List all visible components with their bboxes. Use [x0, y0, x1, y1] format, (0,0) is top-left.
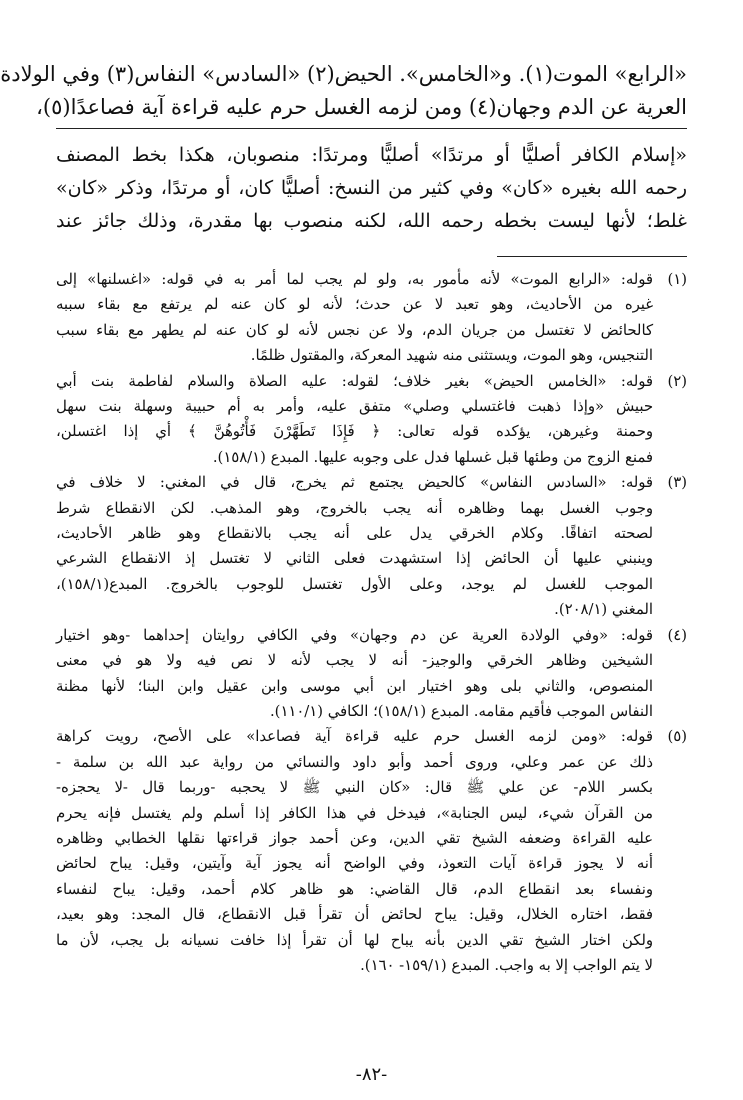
footnote-line: وينبني عليها أن الحائض إذا استشهدت فعلى الثاني لا تغتسل إذ الانقطاع الشرعي — [56, 550, 653, 568]
main-text-block — [0, 58, 687, 129]
main-text-line: العرية عن الدم وجهان(٤) ومن لزمه الغسل حرم عليه قراءة آية فصاعدًا(٥)، — [36, 95, 687, 119]
footnote-line: غيره من الأحاديث، وهو تعبد لا عن حدث؛ لأنه لو كان عنه لم يرتفع مع بقاء سببه — [56, 296, 653, 314]
footnote-line: أنه لا يجوز قراءة آيات التعوذ، وفي الواضح أنه يجوز آية وآيتين، وقيل: يباح لحائض — [56, 855, 653, 873]
commentary-block — [56, 139, 687, 238]
footnote-line: ولكن اختار الشيخ تقي الدين بأنه يباح لها أن تقرأ إذا خافت نسيانه بل يجب، لأن ما — [56, 931, 653, 949]
footnote-line: كالحائض لا تغتسل من جريان الدم، ولا عن نجس لأنه لو كان عنه لم يطهر مع بقاء سبب — [56, 321, 653, 339]
footnote-line: ذلك عن عمر وعلي، وروى أحمد وأبو داود والنسائي من رواية عبد الله بن سلمة - — [56, 753, 653, 771]
commentary-line: غلط؛ لأنها ليست بخطه رحمه الله، لكنه منصوب بها مقدرة، وذلك جائز عند — [56, 210, 687, 232]
commentary-line: رحمه الله بغيره «كان» وفي كثير من النسخ: أصليًّا كان، أو مرتدًا، وذكر «كان» — [56, 177, 687, 199]
footnote-number: (١) — [667, 271, 687, 288]
footnote-line: قوله: «وفي الولادة العرية عن دم وجهان» وفي الكافي روايتان إحداهما -وهو اختيار — [56, 626, 653, 644]
commentary-line: «إسلام الكافر أصليًّا أو مرتدًا» أصليًّا ومرتدًا: منصوبان، هكذا بخط المصنف — [56, 144, 687, 166]
footnote-line: ونفساء بعد انقطاع الدم، قال القاضي: هو ظاهر كلام أحمد، وقيل: يباح لنفساء — [56, 880, 653, 898]
footnote-line: من القرآن شيء، ليس الجنابة»، فيدخل في هذا الكافر إذا أسلم ولم يغتسل فإنه يحرم — [56, 804, 653, 822]
main-text-line: «الرابع» الموت(١). و«الخامس». الحيض(٢) «السادس» النفاس(٣) وفي الولادة — [0, 62, 687, 86]
footnote-line: المنصوص، والثاني بلى وهو اختيار ابن أبي موسى وابن عقيل وابن البنا؛ لأنها مظنة — [56, 677, 653, 695]
footnote-line: قوله: «السادس النفاس» كالحيض يجتمع ثم يخرج، قال في المغني: لا خلاف في — [56, 474, 653, 492]
footnote-line: النفاس الموجب فأقيم مقامه. المبدع (١٥٨/١)؛ الكافي (١١٠/١). — [269, 702, 653, 720]
footnotes — [56, 267, 687, 978]
footnote-line: فمنع الزوج من وطئها قبل غسلها فدل على وجوبه عليها. المبدع (١٥٨/١). — [212, 448, 653, 466]
footnote-item — [56, 470, 687, 622]
footnote-number: (٤) — [667, 626, 687, 644]
footnote-line: عليه القراءة وضعفه الشيخ تقي الدين، وعن أحمد جواز قراءتها نقلها الخطابي وظاهره — [56, 829, 653, 847]
footnote-item — [56, 623, 687, 725]
footnote-number: (٣) — [667, 474, 687, 492]
footnote-item — [56, 267, 687, 369]
footnote-line: قوله: «الخامس الحيض» بغير خلاف؛ لقوله: عليه الصلاة والسلام لفاطمة بنت أبي — [56, 372, 653, 390]
footnote-item — [56, 369, 687, 471]
footnote-line: قوله: «ومن لزمه الغسل حرم عليه قراءة آية فصاعدا» على الأصح، رويت كراهة — [56, 728, 653, 746]
footnote-line: فقط، اختاره الخلال، وقيل: يباح لحائض أن تقرأ قبل الانقطاع، قال المجد: وهو بعيد، — [56, 906, 653, 924]
footnote-line: المغني (٢٠٨/١). — [554, 601, 653, 619]
page-number: -٨٢- — [355, 1064, 388, 1085]
footnote-line: بكسر اللام- عن علي ﷺ قال: «كان النبي ﷺ لا يحجبه -وربما قال -لا يحجزه- — [56, 779, 653, 797]
footnote-line: حبيش «وإذا ذهبت فاغتسلي وصلي» متفق عليه، وأمر به أم حبيبة وسهلة بنت سهل — [56, 398, 653, 416]
footnote-item — [56, 724, 687, 978]
footnote-line: الشيخين وظاهر الخرقي والوجيز- أنه لا يجب لأنه لا نص فيه ولا هو في معنى — [56, 652, 653, 670]
footnote-line: التنجيس، وهو الموت، ويستثنى منه شهيد المعركة، والمقتول ظلمًا. — [250, 347, 653, 365]
footnote-line: قوله: «الرابع الموت» لأنه مأمور به، ولو لم يجب لما أمر به في قوله: «اغسلنها» إلى — [56, 271, 653, 288]
footnote-line: لصحته اتفاقًا. وكلام الخرقي يدل على أنه يجب بالانقطاع وهو ظاهر الأحاديث، — [56, 525, 653, 543]
footnote-line: وجوب الغسل بهما وظاهره أنه يجب بالخروج، وهو المذهب. لكن الانقطاع شرط — [56, 499, 653, 517]
footnote-line: الموجب للغسل لم يوجد، وعلى الأول تغتسل للوجوب بالخروج. المبدع(١٥٨/١)، — [56, 575, 653, 593]
footnote-line: وحمنة وغيرهن، يؤكده قوله تعالى: ﴿ فَإِذَا تَطَهَّرْنَ فَأْتُوهُنَّ ﴾ أي إذا اغتسلن، — [56, 423, 653, 441]
footnote-number: (٥) — [667, 728, 687, 746]
footnote-separator — [497, 256, 687, 257]
footnote-line: لا يتم الواجب إلا به واجب. المبدع (١٥٩/١- ١٦٠). — [360, 956, 653, 974]
footnote-number: (٢) — [667, 372, 687, 390]
